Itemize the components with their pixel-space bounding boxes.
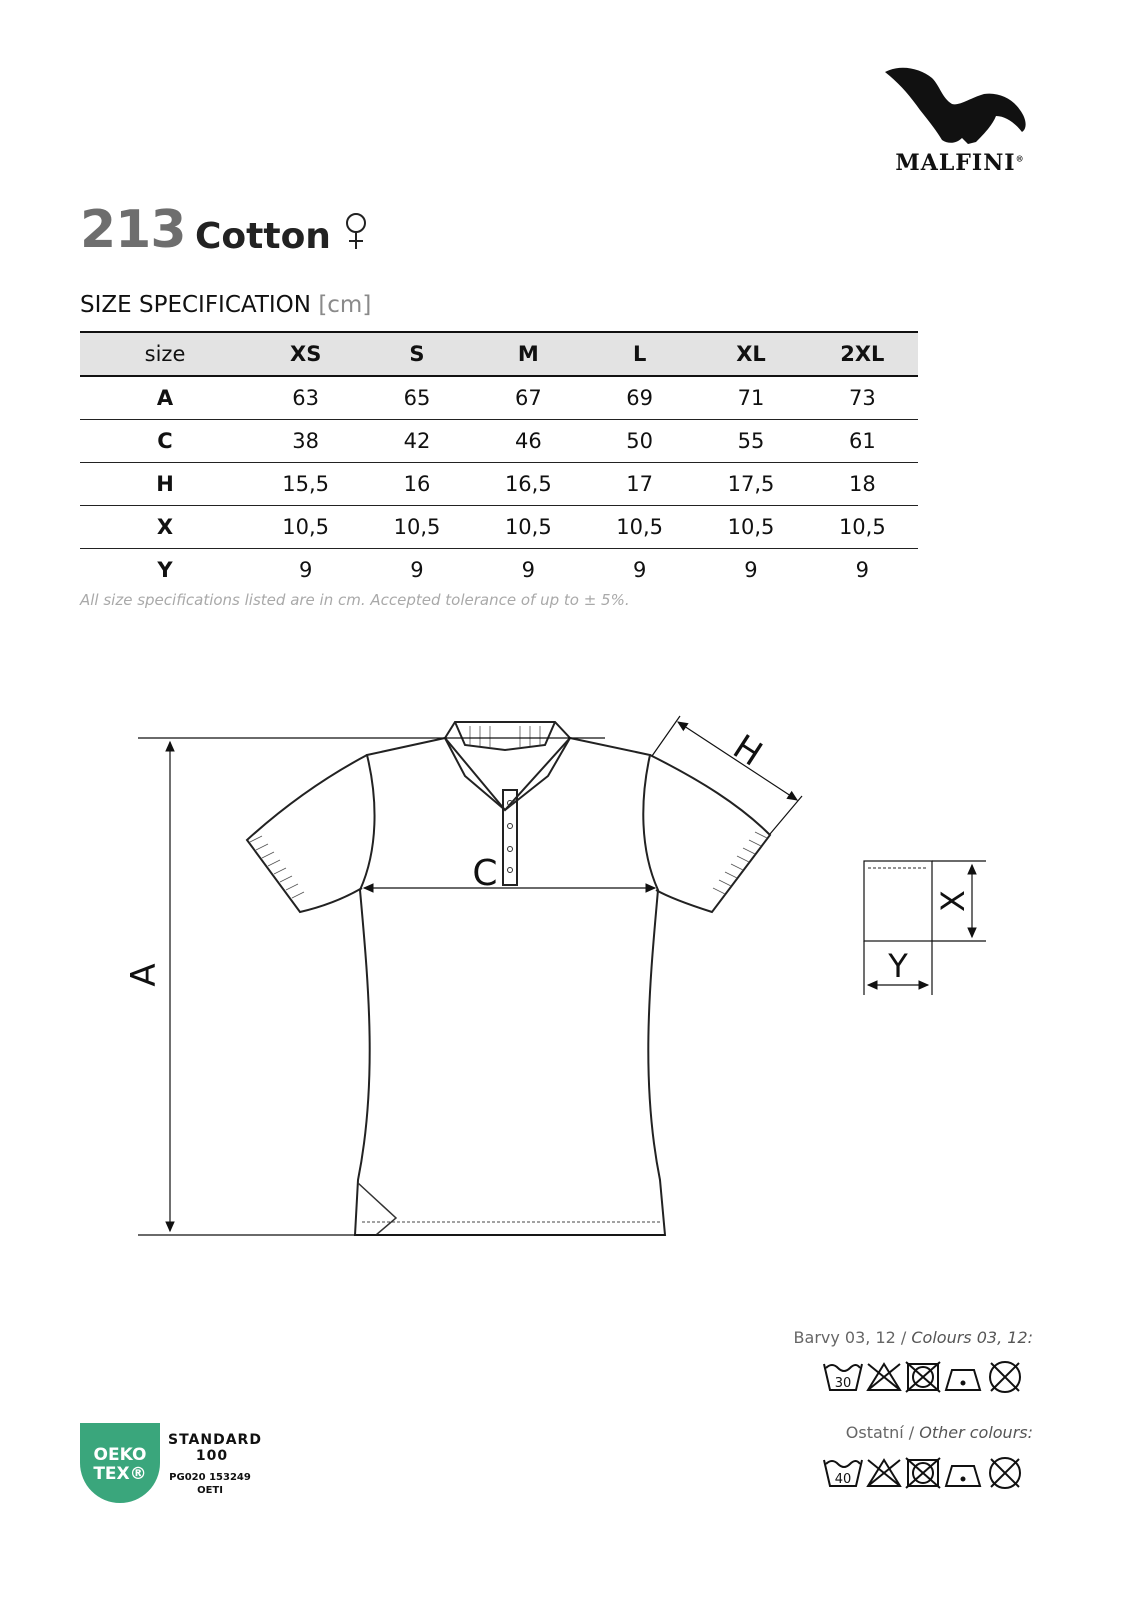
oeko-standard: STANDARD 100 <box>168 1432 262 1464</box>
header-cell: size <box>80 332 250 376</box>
table-cell: 17 <box>584 463 695 506</box>
placket-buttons <box>508 801 513 873</box>
table-row <box>80 463 918 506</box>
iron-icon <box>946 1370 980 1390</box>
dimension-label-c: C <box>472 853 498 894</box>
table-cell: 9 <box>521 558 535 582</box>
table-cell: 61 <box>807 420 918 463</box>
table-cell: 69 <box>584 376 695 420</box>
table-cell: 10,5 <box>361 506 472 549</box>
colours-label: Barvy 03, 12 / Colours 03, 12: <box>793 1328 1033 1347</box>
oeko-line2: TEX® <box>93 1464 147 1484</box>
table-cell: 55 <box>695 420 806 463</box>
dimension-label-a: A <box>124 963 164 987</box>
table-cell: 10,5 <box>695 506 806 549</box>
header-cell: S <box>361 332 472 376</box>
table-cell: 17,5 <box>695 463 806 506</box>
oeko-tex-badge <box>80 1423 160 1503</box>
table-cell: 9 <box>855 558 869 582</box>
header-cell: M <box>473 332 584 376</box>
table-cell: 10,5 <box>584 506 695 549</box>
spec-title: SIZE SPECIFICATION [cm] <box>80 292 372 318</box>
table-cell: 10,5 <box>473 506 584 549</box>
table-cell: 15,5 <box>250 463 361 506</box>
polo-shirt-diagram <box>0 690 1131 1270</box>
table-cell: 9 <box>410 558 424 582</box>
header-cell: L <box>584 332 695 376</box>
no-bleach-icon <box>868 1364 900 1390</box>
iron-icon <box>946 1466 980 1486</box>
female-icon <box>344 212 368 252</box>
table-header-row <box>80 332 918 376</box>
care-symbols-row-other <box>822 1454 1032 1492</box>
wash-temp: 30 <box>834 1376 852 1391</box>
brand-name: MALFINI® <box>895 150 1025 176</box>
table-cell: 9 <box>298 558 313 582</box>
no-dry-clean-icon <box>990 1362 1020 1392</box>
row-label: A <box>80 376 250 420</box>
no-tumble-dry-icon <box>906 1362 940 1392</box>
row-label: H <box>80 463 250 506</box>
product-name: Cotton <box>195 216 331 257</box>
dimension-label-y: Y <box>888 947 908 985</box>
table-cell: 9 <box>744 558 758 582</box>
no-bleach-icon <box>868 1460 900 1486</box>
table-row <box>80 549 918 592</box>
header-cell: XS <box>250 332 361 376</box>
table-cell: 71 <box>695 376 806 420</box>
dimension-lines <box>138 716 802 1235</box>
other-colours-label: Ostatní / Other colours: <box>845 1423 1033 1442</box>
shirt-outline <box>247 722 770 1235</box>
dimension-label-x: X <box>934 890 972 912</box>
table-cell: 65 <box>361 376 472 420</box>
table-cell: 50 <box>584 420 695 463</box>
table-cell: 16 <box>361 463 472 506</box>
oeko-code: PG020 153249 OETI <box>169 1472 251 1496</box>
oeko-line1: OEKO <box>93 1445 147 1465</box>
table-cell: 38 <box>250 420 361 463</box>
dimension-label-h: H <box>725 727 770 775</box>
row-label: Y <box>157 558 173 582</box>
no-dry-clean-icon <box>990 1458 1020 1488</box>
table-cell: 16,5 <box>473 463 584 506</box>
size-table <box>80 331 918 591</box>
no-tumble-dry-icon <box>906 1458 940 1488</box>
table-cell: 18 <box>807 463 918 506</box>
wash-temp: 40 <box>834 1472 852 1487</box>
table-cell: 10,5 <box>250 506 361 549</box>
table-cell: 42 <box>361 420 472 463</box>
table-row <box>80 506 918 549</box>
care-symbols-row <box>822 1358 1032 1396</box>
row-label: C <box>80 420 250 463</box>
table-cell: 9 <box>632 558 647 582</box>
table-row <box>80 420 918 463</box>
label-detail <box>864 861 986 995</box>
table-cell: 63 <box>250 376 361 420</box>
product-number: 213 <box>80 200 186 260</box>
header-cell: XL <box>695 332 806 376</box>
table-row <box>80 376 918 420</box>
table-cell: 46 <box>473 420 584 463</box>
tolerance-note: All size specifications listed are in cm. Accepted tolerance of up to ± 5%. <box>80 591 630 609</box>
table-cell: 10,5 <box>807 506 918 549</box>
table-cell: 67 <box>473 376 584 420</box>
side-vent <box>358 1183 396 1235</box>
table-cell: 73 <box>807 376 918 420</box>
header-cell: 2XL <box>807 332 918 376</box>
row-label: X <box>80 506 250 549</box>
